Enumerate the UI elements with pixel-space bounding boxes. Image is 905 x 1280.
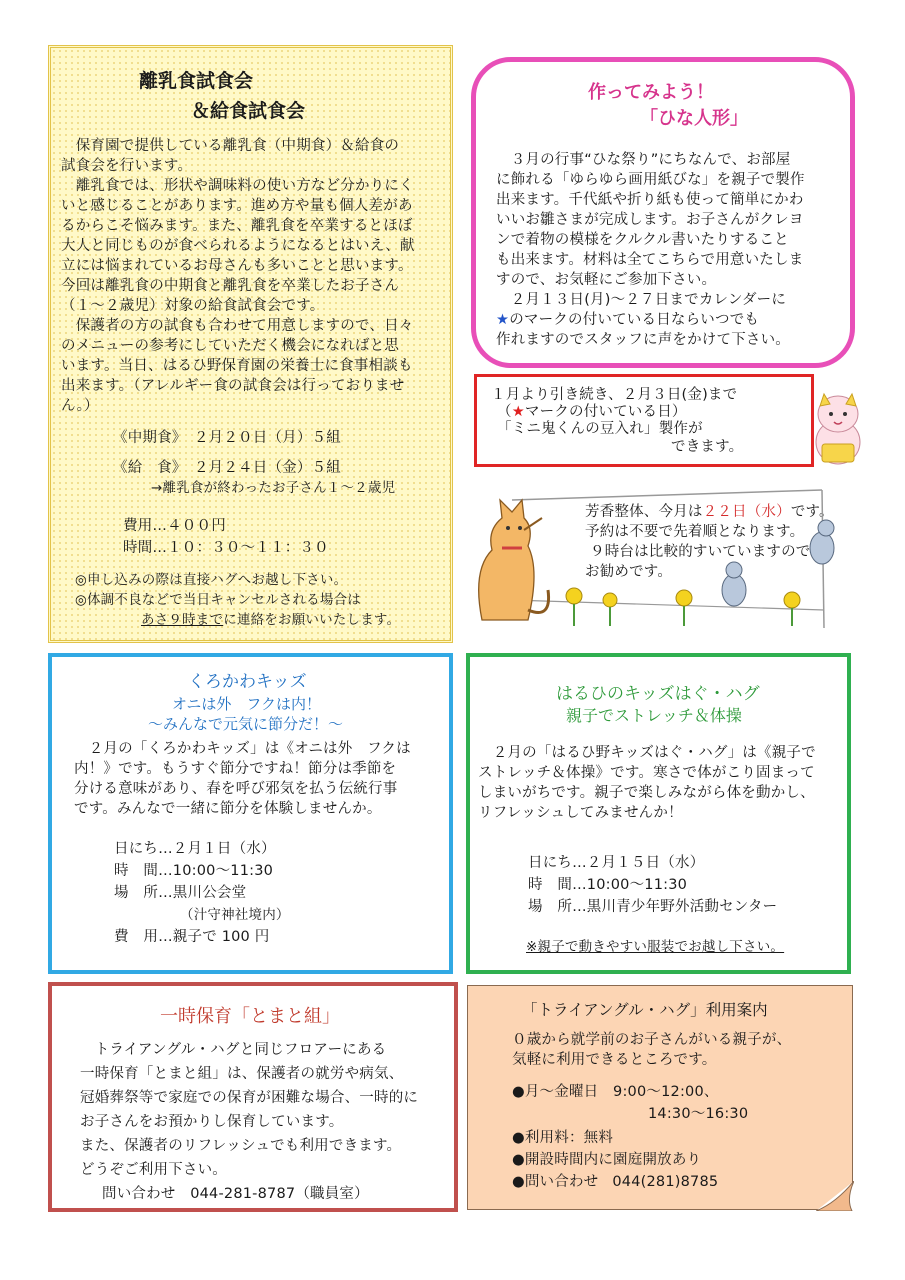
triangle-hours-2: 14:30～16:30	[648, 1106, 749, 1122]
oni-paren: （	[497, 404, 512, 420]
haruhi-title: はるひのキッズはぐ・ハグ	[556, 684, 760, 704]
oni-line-1: １月より引き続き、２月３日(金)まで	[491, 387, 738, 403]
kurokawa-date: 日にち…２月１日（水）	[114, 841, 276, 857]
kurokawa-title: くろかわキッズ	[188, 672, 307, 692]
weaning-line: 立には悩まれているお母さんも多いことと思います。	[61, 258, 413, 274]
hina-title-2: 「ひな人形」	[640, 108, 748, 129]
haruhi-time: 時 間…10:00～11:30	[528, 877, 688, 893]
hina-line: ンで着物の模様をクルクル書いたりすること	[496, 232, 789, 248]
kurokawa-fee: 費 用…親子で 100 円	[114, 929, 270, 945]
kurokawa-time: 時 間…10:00～11:30	[114, 863, 274, 879]
hina-line: ２月１３日(月)～２７日までカレンダーに	[496, 292, 787, 308]
triangle-line-1: ０歳から就学前のお子さんがいる親子が、	[512, 1032, 792, 1048]
weaning-line: のメニューの参考にしていただく機会になればと思	[61, 338, 400, 354]
hina-line: も出来ます。材料は全てこちらで用意いたしま	[496, 252, 804, 268]
weaning-note-2: ◎体調不良などで当日キャンセルされる場合は	[75, 592, 361, 608]
star-icon: ★	[496, 312, 510, 328]
aroma-line-1-b: です。	[790, 504, 834, 520]
kurokawa-place-2: （汁守神社境内）	[180, 907, 290, 923]
haruhi-line: ２月の「はるひ野キッズはぐ・ハグ」は《親子で	[478, 745, 816, 761]
triangle-contact-label: ●問い合わせ	[512, 1174, 599, 1190]
haruhi-line: ストレッチ＆体操》です。寒さで体がこり固まって	[478, 765, 815, 781]
weaning-line: ん。）	[61, 398, 99, 414]
haruhi-kids-box	[466, 653, 851, 974]
tomato-line: 一時保育「とまと組」は、保護者の就労や病気、	[80, 1066, 404, 1082]
weaning-line: 保護者の方の試食も合わせて用意しますので、日々	[61, 318, 414, 334]
weaning-schedule-2-note: →離乳食が終わったお子さん１～２歳児	[151, 480, 396, 496]
oni-mascot-illustration	[808, 392, 868, 470]
weaning-title-2: ＆給食試食会	[191, 100, 306, 122]
kurokawa-subtitle-2: ～みんなで元気に節分だ！～	[148, 715, 344, 733]
weaning-deadline: あさ９時まで	[141, 612, 224, 628]
hina-line: に飾れる「ゆらゆら画用紙びな」を親子で製作	[496, 172, 805, 188]
weaning-line: 大人と同じものが食べられるようになるとはいえ、献	[61, 238, 415, 254]
weaning-note-3	[141, 610, 400, 630]
weaning-schedule-1: 《中期食》 ２月２０日（月）５組	[113, 430, 341, 446]
haruhi-place: 場 所…黒川青少年野外活動センター	[528, 899, 778, 915]
triangle-hug-info-box	[467, 985, 853, 1210]
tomato-line: トライアングル・ハグと同じフロアーにある	[80, 1042, 387, 1058]
kurokawa-line: ２月の「くろかわキッズ」は《オニは外 フクは	[74, 741, 411, 757]
tomato-line: 冠婚葬祭等で家庭での保育が困難な場合、一時的に	[80, 1090, 419, 1106]
kurokawa-line: 内！》です。もうすぐ節分ですね！節分は季節を	[74, 761, 397, 777]
kurokawa-subtitle-1: オニは外 フクは内！	[172, 695, 321, 713]
triangle-garden: ●開設時間内に園庭開放あり	[512, 1152, 702, 1168]
weaning-schedule-2: 《給 食》 ２月２４日（金）５組	[113, 460, 341, 476]
oni-craft-box	[474, 374, 814, 467]
weaning-note-1: ◎申し込みの際は直接ハグへお越し下さい。	[75, 572, 348, 588]
kurokawa-place: 場 所…黒川公会堂	[114, 885, 247, 901]
weaning-line: います。当日、はるひ野保育園の栄養士に食事相談も	[61, 358, 413, 374]
hina-line: 出来ます。千代紙や折り紙も使って簡単にかわ	[496, 192, 804, 208]
hina-title-1: 作ってみよう！	[588, 82, 714, 103]
tomato-line: どうぞご利用下さい。	[80, 1162, 227, 1178]
weaning-line: 保育園で提供している離乳食（中期食）＆給食の	[61, 138, 400, 154]
haruhi-subtitle: 親子でストレッチ＆体操	[566, 706, 742, 725]
star-icon: ★	[511, 404, 525, 420]
weaning-fee: 費用…４００円	[123, 518, 226, 534]
haruhi-line: しまいがちです。親子で楽しみながら体を動かし、	[478, 785, 815, 801]
haruhi-note: ※親子で動きやすい服装でお越し下さい。	[526, 939, 785, 955]
aroma-line-2: 予約は不要で先着順となります。	[585, 524, 805, 540]
tomato-group-box	[48, 982, 458, 1212]
triangle-line-2: 気軽に利用できるところです。	[512, 1052, 717, 1068]
tomato-title: 一時保育「とまと組」	[160, 1006, 340, 1027]
oni-line-4: できます。	[671, 439, 744, 455]
aroma-line-4: お勧めです。	[585, 564, 673, 580]
hina-line: すので、お気軽にご参加下さい。	[496, 272, 717, 288]
haruhi-date: 日にち…２月１５日（水）	[528, 855, 705, 871]
triangle-contact-number: 044(281)8785	[612, 1174, 719, 1190]
triangle-hours-1: ●月～金曜日 9:00～12:00、	[512, 1084, 719, 1100]
weaning-line: 今回は離乳食の中期食と離乳食を卒業したお子さん	[61, 278, 400, 294]
tomato-line: お子さんをお預かりし保育しています。	[80, 1114, 344, 1130]
hina-line-9-rest: のマークの付いている日ならいつでも	[509, 312, 760, 328]
aroma-line-3: ９時台は比較的すいていますので	[590, 544, 811, 560]
weaning-note-3-rest: に連絡をお願いいたします。	[223, 612, 401, 628]
page-curl-icon	[816, 1181, 854, 1211]
weaning-line: るからこそ悩みます。また、離乳食を卒業するとほぼ	[61, 218, 413, 234]
tomato-line: また、保護者のリフレッシュでも利用できます。	[80, 1138, 402, 1154]
cat-and-mice-illustration	[462, 470, 862, 642]
hina-line: 作れますのでスタッフに声をかけて下さい。	[496, 332, 790, 348]
hina-line	[496, 310, 759, 330]
kurokawa-line: です。みんなで一緒に節分を体験しませんか。	[74, 801, 382, 817]
triangle-contact	[512, 1172, 718, 1192]
weaning-line: 試食会を行います。	[61, 158, 193, 174]
oni-line-3: 「ミニ鬼くんの豆入れ」製作が	[497, 421, 703, 437]
weaning-line: いと感じることがあります。進め方や量も個人差があ	[61, 198, 413, 214]
aroma-line-1-a: 芳香整体、今月は	[585, 504, 703, 520]
kurokawa-kids-box	[48, 653, 453, 974]
hina-doll-box	[471, 57, 855, 368]
weaning-title-1: 離乳食試食会	[139, 70, 254, 92]
hina-line: いいお雛さまが完成します。お子さんがクレヨ	[496, 212, 804, 228]
oni-line-2-rest: マークの付いている日）	[524, 404, 687, 420]
haruhi-line: リフレッシュしてみませんか！	[478, 805, 683, 821]
tomato-contact: 問い合わせ 044-281-8787（職員室）	[102, 1186, 369, 1202]
weaning-line: （１～２歳児）対象の給食試食会です。	[61, 298, 325, 314]
triangle-title: 「トライアングル・ハグ」利用案内	[522, 1001, 768, 1019]
weaning-tasting-box	[48, 45, 453, 643]
weaning-time: 時間…１０：３０～１１：３０	[123, 540, 329, 556]
weaning-line: 離乳食では、形状や調味料の使い方など分かりにく	[61, 178, 414, 194]
kurokawa-line: 分ける意味があり、春を呼び邪気を払う伝統行事	[74, 781, 398, 797]
triangle-fee: ●利用料：無料	[512, 1130, 614, 1146]
hina-line: ３月の行事“ひな祭り”にちなんで、お部屋	[496, 152, 791, 168]
weaning-line: 出来ます。（アレルギー食の試食会は行っておりませ	[61, 378, 405, 394]
aroma-date: ２２日（水）	[702, 504, 791, 520]
